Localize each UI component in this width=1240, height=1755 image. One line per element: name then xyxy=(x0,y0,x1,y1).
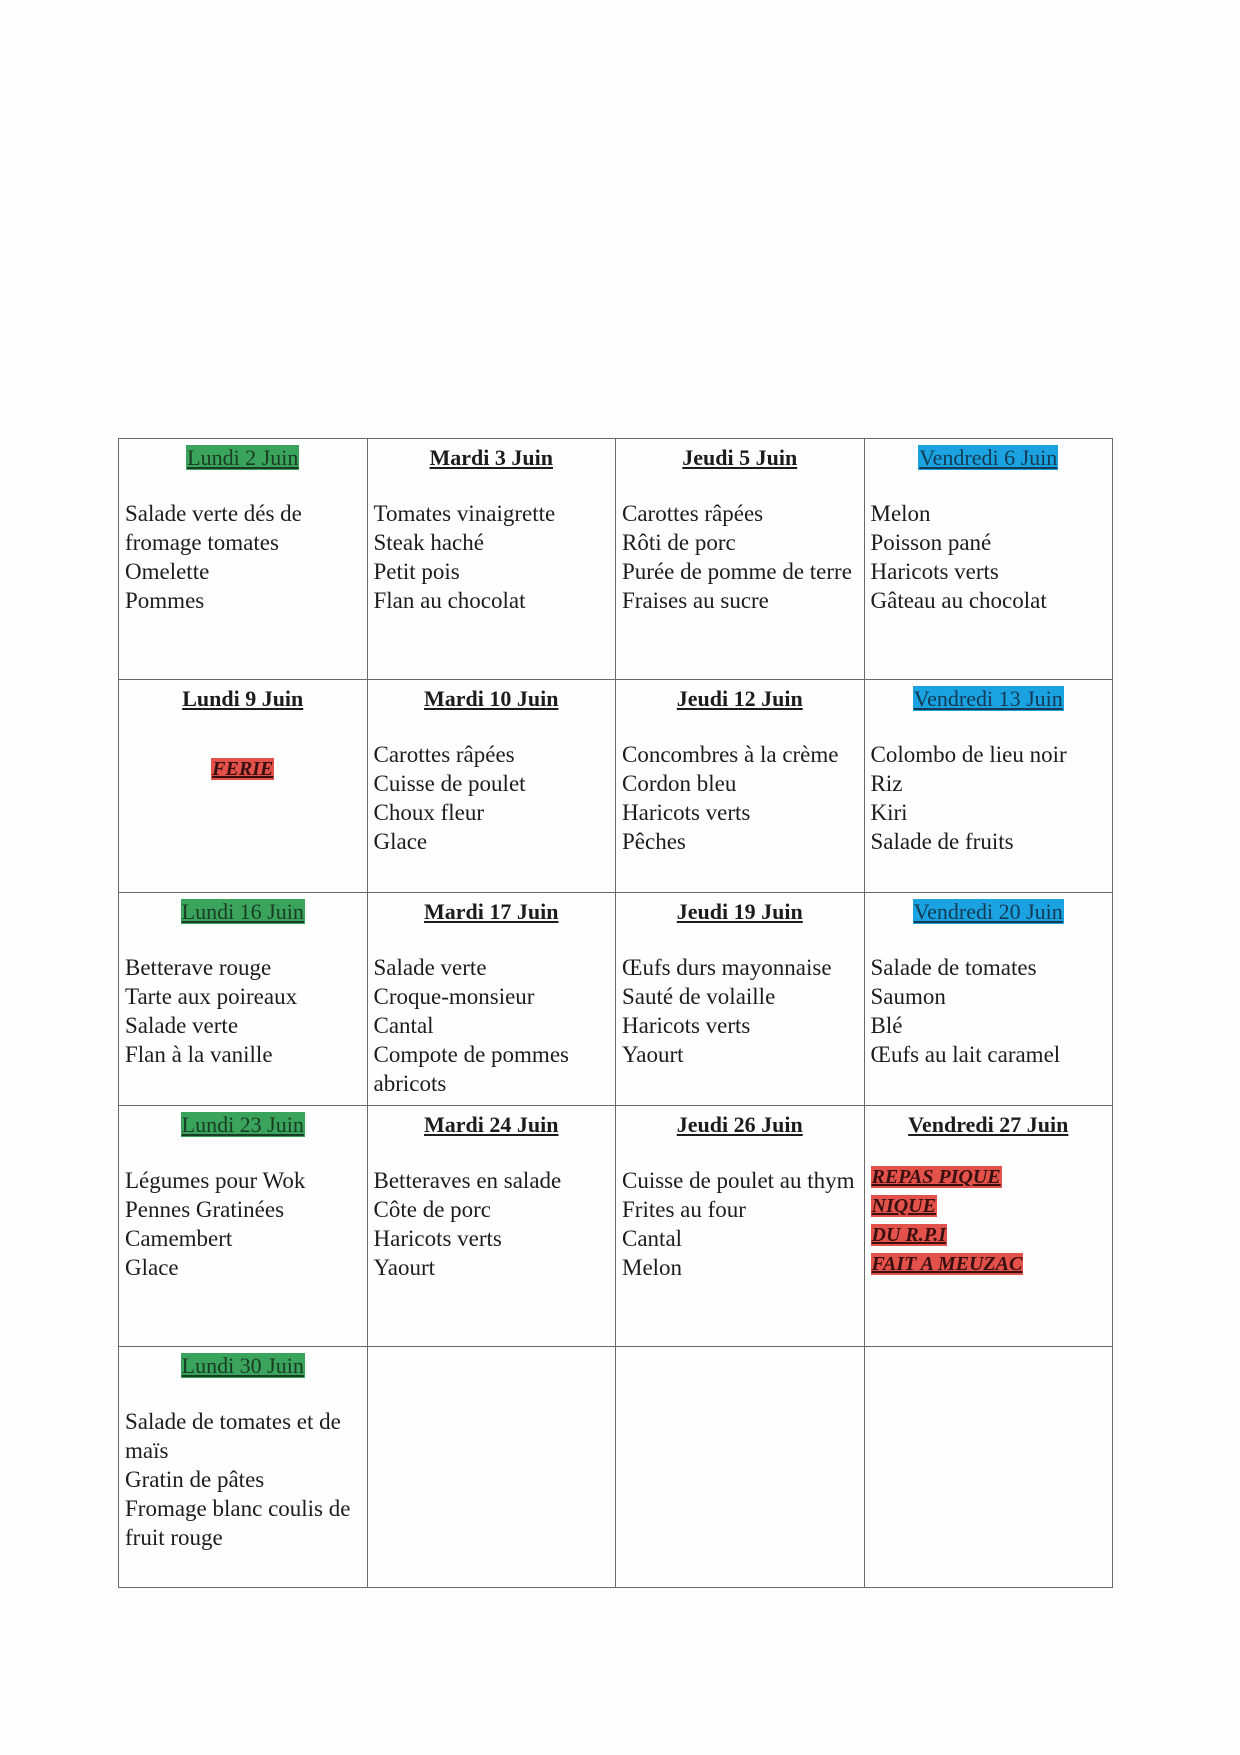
empty-cell xyxy=(616,1347,865,1588)
day-header xyxy=(616,1112,864,1138)
menu-item: Côte de porc xyxy=(373,1197,492,1222)
menu-item: Carottes râpées xyxy=(373,742,515,767)
menu-item: Gâteau au chocolat xyxy=(870,588,1047,613)
day-cell xyxy=(616,893,865,1106)
menu-item: Glace xyxy=(125,1255,179,1280)
day-cell xyxy=(119,680,368,893)
menu-items xyxy=(616,740,864,856)
day-header xyxy=(119,445,367,471)
menu-item: Pommes xyxy=(125,588,205,613)
menu-item: Concombres à la crème xyxy=(622,742,839,767)
menu-items xyxy=(368,499,616,615)
menu-item: Haricots verts xyxy=(870,559,999,584)
special-event-line xyxy=(871,1251,1113,1280)
day-cell xyxy=(367,1106,616,1347)
menu-item: Omelette xyxy=(125,559,210,584)
menu-item: Camembert xyxy=(125,1226,233,1251)
menu-item: Fraises au sucre xyxy=(622,588,769,613)
day-title: Lundi 30 Juin xyxy=(181,1353,304,1378)
special-event-text: NIQUE xyxy=(871,1195,936,1217)
week-row xyxy=(119,439,1113,680)
day-header xyxy=(368,686,616,712)
menu-item: Rôti de porc xyxy=(622,530,736,555)
day-cell xyxy=(119,1106,368,1347)
menu-item: Haricots verts xyxy=(622,1013,751,1038)
day-title: Mardi 17 Juin xyxy=(424,899,559,924)
menu-item: Salade verte xyxy=(373,955,487,980)
menu-table xyxy=(118,438,1113,1588)
menu-item: Sauté de volaille xyxy=(622,984,776,1009)
day-header xyxy=(368,445,616,471)
empty-cell xyxy=(367,1347,616,1588)
menu-item: Gratin de pâtes xyxy=(125,1467,265,1492)
menu-items xyxy=(119,953,367,1069)
day-cell xyxy=(119,1347,368,1588)
menu-item: Salade de fruits xyxy=(870,829,1014,854)
menu-item: Betterave rouge xyxy=(125,955,272,980)
day-header xyxy=(865,1112,1113,1138)
menu-item: Blé xyxy=(870,1013,903,1038)
holiday-notice xyxy=(119,756,367,782)
day-header xyxy=(368,899,616,925)
day-header xyxy=(119,1112,367,1138)
menu-items xyxy=(368,953,616,1098)
menu-item: Saumon xyxy=(870,984,946,1009)
menu-item: Yaourt xyxy=(373,1255,436,1280)
special-event-line xyxy=(871,1193,1113,1222)
week-row xyxy=(119,1347,1113,1588)
menu-items xyxy=(865,740,1113,856)
day-cell xyxy=(864,439,1113,680)
day-header xyxy=(119,686,367,712)
day-title: Lundi 2 Juin xyxy=(187,445,299,470)
menu-item: Légumes pour Wok xyxy=(125,1168,306,1193)
menu-item: Choux fleur xyxy=(373,800,485,825)
special-event-line xyxy=(871,1222,1113,1251)
day-title: Jeudi 5 Juin xyxy=(682,445,798,470)
menu-item: Cordon bleu xyxy=(622,771,737,796)
special-event-line xyxy=(871,1164,1113,1193)
menu-item: Haricots verts xyxy=(373,1226,502,1251)
menu-item: Betteraves en salade xyxy=(373,1168,562,1193)
menu-item: Frites au four xyxy=(622,1197,746,1222)
day-header xyxy=(616,445,864,471)
day-title: Mardi 3 Juin xyxy=(429,445,553,470)
day-title: Vendredi 20 Juin xyxy=(913,899,1063,924)
menu-items xyxy=(616,1166,864,1282)
menu-item: Steak haché xyxy=(373,530,484,555)
menu-items xyxy=(616,953,864,1069)
day-cell xyxy=(616,439,865,680)
menu-item: Œufs au lait caramel xyxy=(870,1042,1061,1067)
menu-item: Riz xyxy=(870,771,903,796)
menu-items xyxy=(368,740,616,856)
day-cell xyxy=(616,1106,865,1347)
menu-item: Tomates vinaigrette xyxy=(373,501,556,526)
menu-item: Melon xyxy=(622,1255,683,1280)
day-cell xyxy=(367,680,616,893)
day-cell xyxy=(367,893,616,1106)
week-row xyxy=(119,680,1113,893)
menu-item: Pennes Gratinées xyxy=(125,1197,285,1222)
day-cell xyxy=(367,439,616,680)
day-header xyxy=(865,899,1113,925)
menu-items xyxy=(368,1166,616,1282)
special-event-text: REPAS PIQUE xyxy=(871,1166,1001,1188)
menu-item: Glace xyxy=(373,829,428,854)
special-event-notice xyxy=(865,1164,1113,1280)
day-cell xyxy=(864,680,1113,893)
menu-item: Carottes râpées xyxy=(622,501,764,526)
day-cell xyxy=(616,680,865,893)
day-title: Jeudi 19 Juin xyxy=(676,899,803,924)
menu-item: Cuisse de poulet au thym xyxy=(622,1168,855,1193)
menu-items xyxy=(616,499,864,615)
menu-item: Haricots verts xyxy=(622,800,751,825)
menu-item: Compote de pommes abricots xyxy=(373,1042,569,1096)
day-title: Vendredi 6 Juin xyxy=(919,445,1058,470)
menu-item: Cantal xyxy=(622,1226,683,1251)
day-header xyxy=(616,899,864,925)
day-header xyxy=(368,1112,616,1138)
day-cell xyxy=(119,893,368,1106)
special-event-text: FAIT A MEUZAC xyxy=(871,1253,1023,1275)
menu-item: Colombo de lieu noir xyxy=(870,742,1067,767)
week-row xyxy=(119,1106,1113,1347)
day-title: Lundi 9 Juin xyxy=(182,686,304,711)
menu-items xyxy=(119,1407,367,1552)
menu-item: Salade de tomates xyxy=(870,955,1037,980)
empty-cell xyxy=(864,1347,1113,1588)
week-row xyxy=(119,893,1113,1106)
menu-item: Melon xyxy=(870,501,931,526)
menu-item: Fromage blanc coulis de fruit rouge xyxy=(125,1496,351,1550)
menu-item: Salade verte xyxy=(125,1013,239,1038)
menu-item: Pêches xyxy=(622,829,686,854)
day-header xyxy=(865,445,1113,471)
menu-item: Kiri xyxy=(870,800,908,825)
menu-item: Œufs durs mayonnaise xyxy=(622,955,832,980)
menu-items xyxy=(865,953,1113,1069)
day-header xyxy=(865,686,1113,712)
day-title: Mardi 10 Juin xyxy=(424,686,559,711)
menu-item: Salade de tomates et de maïs xyxy=(125,1409,341,1463)
menu-item: Flan au chocolat xyxy=(373,588,526,613)
menu-item: Salade verte dés de fromage tomates xyxy=(125,501,302,555)
day-title: Vendredi 13 Juin xyxy=(913,686,1063,711)
day-title: Mardi 24 Juin xyxy=(424,1112,559,1137)
menu-item: Petit pois xyxy=(373,559,460,584)
day-cell xyxy=(119,439,368,680)
menu-items xyxy=(119,499,367,615)
day-header xyxy=(119,1353,367,1379)
day-title: Jeudi 12 Juin xyxy=(676,686,803,711)
day-cell xyxy=(864,893,1113,1106)
menu-items xyxy=(865,499,1113,615)
day-header xyxy=(119,899,367,925)
menu-item: Flan à la vanille xyxy=(125,1042,273,1067)
day-cell xyxy=(864,1106,1113,1347)
menu-item: Croque-monsieur xyxy=(373,984,535,1009)
day-title: Jeudi 26 Juin xyxy=(676,1112,803,1137)
menu-item: Poisson pané xyxy=(870,530,992,555)
day-header xyxy=(616,686,864,712)
menu-item: Tarte aux poireaux xyxy=(125,984,298,1009)
day-title: Lundi 23 Juin xyxy=(181,1112,304,1137)
special-event-text: DU R.P.I xyxy=(871,1224,947,1246)
menu-item: Cantal xyxy=(373,1013,434,1038)
holiday-label: FERIE xyxy=(212,758,274,780)
menu-items xyxy=(119,1166,367,1282)
menu-item: Yaourt xyxy=(622,1042,684,1067)
menu-item: Purée de pomme de terre xyxy=(622,559,852,584)
day-title: Lundi 16 Juin xyxy=(181,899,304,924)
menu-item: Cuisse de poulet xyxy=(373,771,526,796)
day-title: Vendredi 27 Juin xyxy=(908,1112,1069,1137)
